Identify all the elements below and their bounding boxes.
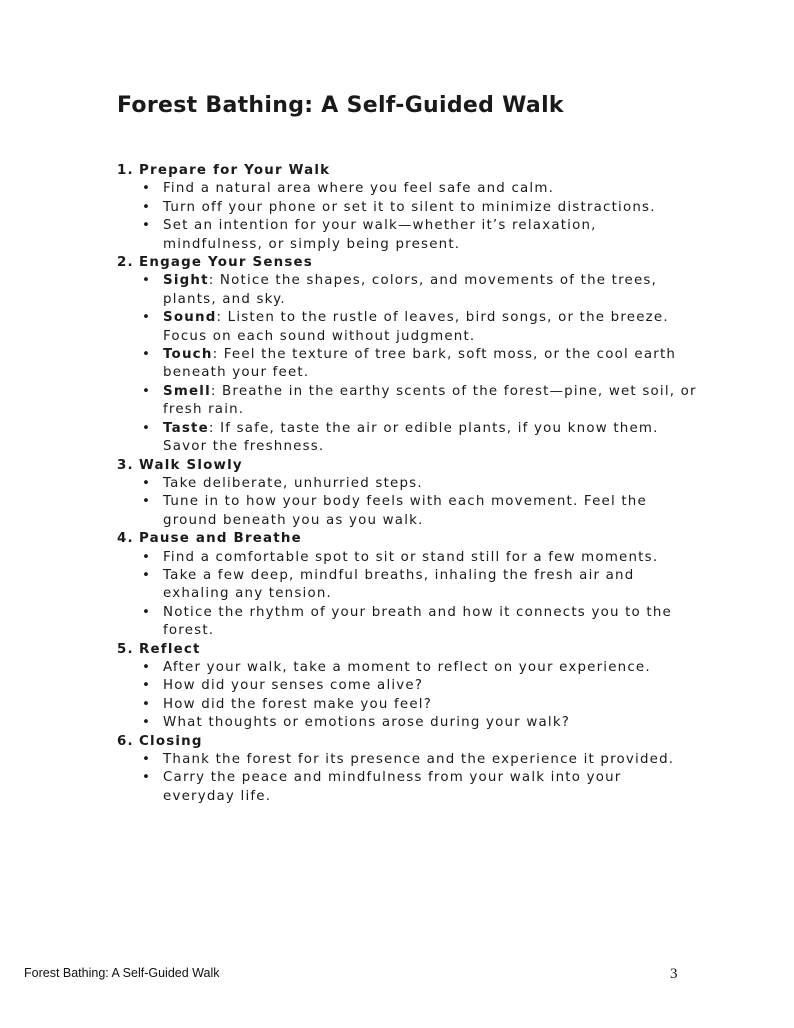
bullet-icon: • <box>142 494 152 510</box>
sense-term: Taste <box>163 420 209 436</box>
bullet-icon: • <box>142 752 152 767</box>
section-number: 1. <box>117 163 134 178</box>
section-number: 3. <box>117 457 134 473</box>
section-closing <box>117 733 697 807</box>
bullet-icon: • <box>142 383 152 399</box>
list-item <box>139 677 697 695</box>
section-pause <box>117 530 697 640</box>
list-item <box>139 217 697 254</box>
list-item-text: : Listen to the rustle of leaves, bird songs, or the breeze. Focus on each sound without judgment. <box>163 310 669 344</box>
list-item-text: Set an intention for your walk—whether it’s relaxation, mindfulness, or simply being present. <box>163 218 597 252</box>
bullet-icon: • <box>142 347 152 363</box>
page-number: 3 <box>670 966 678 982</box>
section-heading <box>117 530 697 548</box>
bullet-icon: • <box>142 420 152 436</box>
section-reflect <box>117 641 697 733</box>
section-heading <box>117 457 697 475</box>
list-item-text: How did your senses come alive? <box>163 678 424 694</box>
list-item <box>139 751 697 769</box>
bullet-icon: • <box>142 273 152 289</box>
list-item-text: Tune in to how your body feels with each movement. Feel the ground beneath you as you walk. <box>163 494 647 528</box>
bullet-list <box>117 751 697 806</box>
list-item <box>139 272 697 309</box>
sense-term: Smell <box>163 383 211 399</box>
bullet-list <box>117 180 697 254</box>
list-item <box>139 549 697 567</box>
section-title: Prepare for Your Walk <box>139 163 331 178</box>
list-item <box>139 604 697 641</box>
list-item <box>139 309 697 346</box>
list-item-text: : If safe, taste the air or edible plants, if you know them. Savor the freshness. <box>163 420 659 455</box>
list-item-text: : Notice the shapes, colors, and movements of the trees, plants, and sky. <box>163 273 658 307</box>
section-title: Reflect <box>139 641 201 657</box>
section-walk <box>117 457 697 531</box>
list-item <box>139 346 697 383</box>
list-item-text: Take deliberate, unhurried steps. <box>163 475 423 491</box>
bullet-icon: • <box>142 218 152 234</box>
list-item-text: Find a comfortable spot to sit or stand still for a few moments. <box>163 549 659 565</box>
list-item-text: After your walk, take a moment to reflect on your experience. <box>163 659 651 675</box>
bullet-icon: • <box>142 181 152 197</box>
list-item-text: How did the forest make you feel? <box>163 696 433 712</box>
section-heading <box>117 162 697 180</box>
bullet-icon: • <box>142 715 152 731</box>
bullet-list <box>117 549 697 641</box>
sense-term: Sight <box>163 273 209 289</box>
list-item-text: What thoughts or emotions arose during your walk? <box>163 715 571 731</box>
list-item <box>139 383 697 420</box>
list-item-text: Find a natural area where you feel safe and calm. <box>163 181 555 197</box>
section-title: Engage Your Senses <box>139 255 313 271</box>
bullet-icon: • <box>142 770 152 786</box>
bullet-list <box>117 272 697 456</box>
list-item-text: Turn off your phone or set it to silent to minimize distractions. <box>163 199 656 215</box>
list-item <box>139 659 697 677</box>
bullet-icon: • <box>142 678 152 694</box>
section-heading <box>117 641 697 659</box>
section-number: 2. <box>117 255 134 271</box>
list-item <box>139 567 697 604</box>
list-item <box>139 420 697 457</box>
bullet-list <box>117 659 697 733</box>
sense-term: Touch <box>163 347 213 363</box>
section-title: Pause and Breathe <box>139 531 302 547</box>
bullet-icon: • <box>142 310 152 326</box>
section-prepare <box>117 162 697 254</box>
list-item-text: Take a few deep, mindful breaths, inhaling the fresh air and exhaling any tension. <box>163 567 635 602</box>
bullet-icon: • <box>142 604 152 620</box>
bullet-icon: • <box>142 567 152 583</box>
sense-term: Sound <box>163 310 217 326</box>
section-title: Walk Slowly <box>139 457 243 473</box>
list-item <box>139 199 697 217</box>
bullet-icon: • <box>142 549 152 565</box>
list-item <box>139 180 697 198</box>
list-item <box>139 696 697 714</box>
section-number: 6. <box>117 733 134 749</box>
list-item-text: Notice the rhythm of your breath and how it connects you to the forest. <box>163 604 672 639</box>
section-list <box>117 162 697 806</box>
list-item <box>139 714 697 732</box>
bullet-icon: • <box>142 659 152 675</box>
section-heading <box>117 733 697 751</box>
list-item <box>139 493 697 530</box>
bullet-icon: • <box>142 696 152 712</box>
list-item-text: Carry the peace and mindfulness from your walk into your everyday life. <box>163 770 622 804</box>
page-title: Forest Bathing: A Self-Guided Walk <box>117 93 564 118</box>
section-title: Closing <box>139 733 203 749</box>
bullet-list <box>117 475 697 530</box>
section-number: 4. <box>117 531 134 547</box>
bullet-icon: • <box>142 475 152 491</box>
list-item-text: : Breathe in the earthy scents of the forest—pine, wet soil, or fresh rain. <box>163 383 697 418</box>
list-item-text: Thank the forest for its presence and the experience it provided. <box>163 752 675 767</box>
section-senses <box>117 254 697 456</box>
list-item <box>139 769 697 806</box>
list-item-text: : Feel the texture of tree bark, soft moss, or the cool earth beneath your feet. <box>163 347 677 381</box>
list-item <box>139 475 697 493</box>
bullet-icon: • <box>142 199 152 215</box>
footer-title: Forest Bathing: A Self-Guided Walk <box>24 966 220 980</box>
section-heading <box>117 254 697 272</box>
section-number: 5. <box>117 641 134 657</box>
